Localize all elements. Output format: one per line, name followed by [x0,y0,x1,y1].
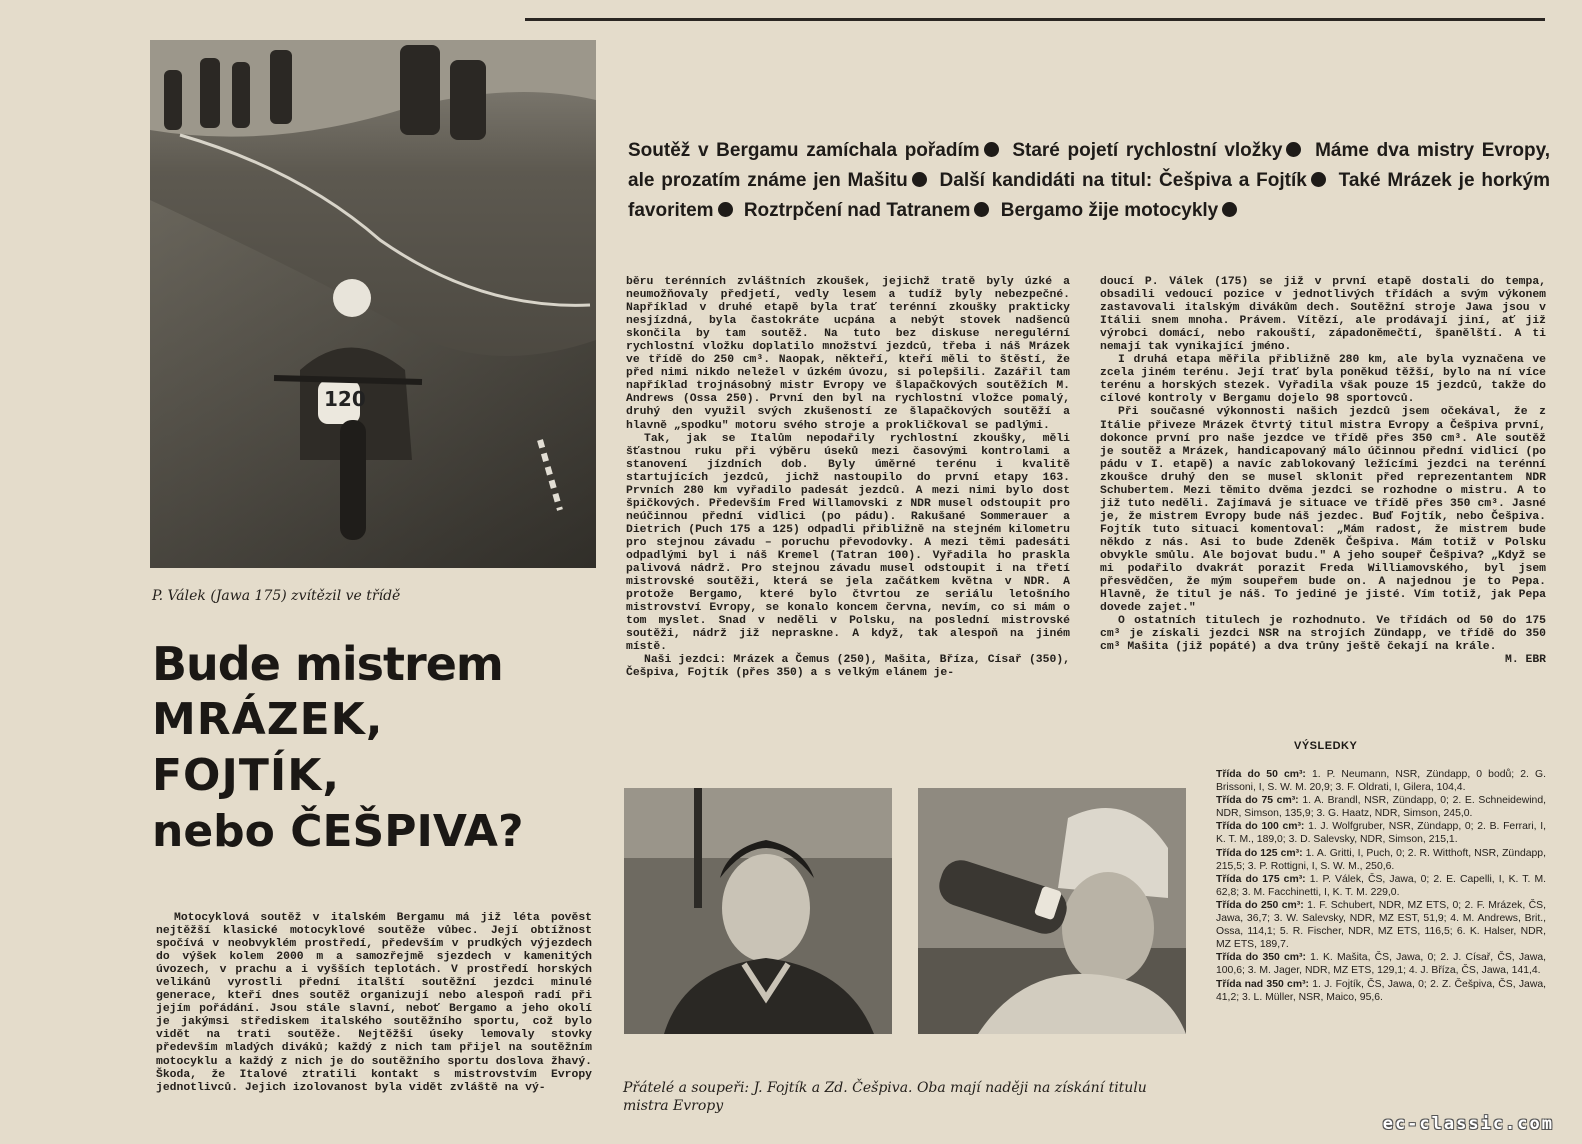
deck-item: Také Mrázek je horkým favoritem [628,170,1550,221]
portrait-caption: Přátelé a soupeři: J. Fojtík a Zd. Češpiva. Oba mají naději na získání titulu mistra Evropy [623,1080,1147,1114]
results-class-label: Třída do 75 cm³: [1216,795,1299,807]
bullet-icon [1311,172,1326,187]
watermark: ec-classic.com [1382,1114,1554,1134]
bullet-icon [1286,142,1301,157]
article-column-middle [626,276,1070,680]
top-rule [525,18,1545,21]
bullet-icon [974,202,989,217]
bullet-icon [912,172,927,187]
results-class-label: Třída do 125 cm³: [1216,847,1303,859]
results-class-text: 1. A. Brandl, NSR, Zündapp, 0; 2. E. Schneidewind, NDR, Simson, 135,9; 3. G. Haatz, NDR, Simson, 245,0. [1216,795,1546,820]
bullet-icon [718,202,733,217]
paragraph: Naši jezdci: Mrázek a Čemus (250), Mašita, Bříza, Císař (350), Češpiva, Fojtík (přes 350) a s velkým elánem je- [626,654,1070,680]
portrait-photo-cespiva [918,788,1186,1034]
deck-item: Staré pojetí rychlostní vložky [1012,140,1283,161]
results-class-label: Třída do 100 cm³: [1216,821,1305,833]
results-class-label: Třída do 175 cm³: [1216,873,1306,885]
paragraph: doucí P. Válek (175) se již v první etapě dostali do tempa, obsadili vedoucí pozice v jednotlivých třídách a svým výkonem zastavovali italským divákům dech. Soutěžní stroje Jawa jsou v Itálii snem mnoha. Právem. Vítězí, ale prodávají jiní, ať již výrobci domácí, nebo rakouští, západoněmečtí, španělští. A ti nemají tak vynikající jméno. [1100,276,1546,354]
deck-item: Roztrpčení nad Tatranem [743,200,971,221]
bullet-icon [1222,202,1237,217]
headline-line-2: MRÁZEK, [152,694,384,745]
main-photo-caption: P. Válek (Jawa 175) zvítězil ve třídě [152,588,401,604]
article-column-left [156,912,592,1095]
paragraph: Při současné výkonnosti našich jezdců jsem očekával, že z Itálie přiveze Mrázek čtvrtý titul mistra Evropy a Češpiva první, dokonce první pro naše jezdce ve třídě přes 350 cm³. Ale soutěž je soutěž a Mrázek, handicapovaný málo účinnou přední vidlicí (po pádu v I. etapě) a navíc zablokovaný ležícími jezdci na terénní zkoušce druhý den se musel sklonit před reprezentantem NDR Schubertem. Mezi těmito dvěma jezdci se rozhodne o mistru. A to již tuto neděli. Zajímavá je situace ve třídě přes 350 cm³. Jasné je, že mistrem Evropy bude náš jezdec. Buď Fojtík, nebo Češpiva. Fojtík tuto situaci komentoval: „Mám radost, že mistrem bude někdo z nás. Asi to bude Zdeněk Češpiva. Mám totiž v Polsku obvykle smůlu. Ale bojovat budu." A jeho soupeř Češpiva? „Když se mi podařilo dvakrát porazit Freda Williamovského, byl jsem přesvědčen, že mým soupeřem bude on. A najednou je to Pepa. Hlavně, že titul je náš. To jediné je jisté. Vím totiž, jak Pepa dovede zajet." [1100,406,1546,615]
results-class-label: Třída do 50 cm³: [1216,769,1306,780]
results-class-text: 1. F. Schubert, NDR, MZ ETS, 0; 2. F. Mrázek, ČS, Jawa, 36,7; 3. W. Salevsky, NDR, MZ EST, 51,9; 4. M. Andrews, Brit., Ossa, 114,1; 5. R. Fischer, NDR, MZ ETS, 116,5; 6. K. Halser, NDR, MZ ETS, 189,7. [1216,899,1546,951]
deck-item: Soutěž v Bergamu zamíchala pořadím [628,140,980,161]
paragraph: O ostatních titulech je rozhodnuto. Ve třídách od 50 do 175 cm³ je získali jezdci NSR na strojích Zündapp, ve třídě do 350 cm³ Mašita (již popáté) a dva trůny ještě čekají na krále. [1100,615,1546,654]
results-class-text: 1. P. Válek, ČS, Jawa, 0; 2. E. Capelli, I, K. T. M. 62,8; 3. M. Facchinetti, I, K. T. M. 229,0. [1216,873,1546,898]
headline-line-4: nebo ČEŠPIVA? [152,806,524,857]
main-photo [150,40,596,568]
bike-number: 120 [324,387,366,411]
deck-item: Další kandidáti na titul: Češpiva a Fojtík [939,170,1307,191]
results-title: VÝSLEDKY [1294,740,1358,752]
results-class-text: 1. A. Gritti, I, Puch, 0; 2. R. Witthoft, NSR, Zündapp, 215,5; 3. P. Rottigni, I, S. W. M., 250,6. [1216,847,1546,872]
results-class-text: 1. K. Mašita, ČS, Jawa, 0; 2. J. Císař, ČS, Jawa, 100,6; 3. M. Jager, NDR, MZ ETS, 129,1; 4. J. Bříza, ČS, Jawa, 141,4. [1216,952,1546,977]
portrait-photo-fojtik [624,788,892,1034]
results-class-text: 1. P. Neumann, NSR, Zündapp, 0 bodů; 2. G. Brissoni, I, S. W. M. 20,9; 3. F. Oldrati, I, Gilera, 104,4. [1216,769,1547,794]
results-list [1216,768,1546,1004]
paragraph: běru terénních zvláštních zkoušek, jejichž tratě byly úzké a neumožňovaly předjetí, vedly lesem a tudíž byly nebezpečné. Například v druhé etapě byla trať terénní zkoušky prakticky nesjízdná, byla častokráte ucpána a nebýt stovek nadšenců skončila by tam soutěž. Na tuto bez diskuse neregulérní rychlostní vložku doplatilo množství jezdců, třeba i náš Mrázek ve třídě do 250 cm³. Naopak, někteří, kteří měli to štěstí, že před nimi nikdo neležel v úzkém úvozu, si polepšili. Zazářil tam například trojnásobný mistr Evropy ve šlapačkových soutěžích M. Andrews (Ossa 250). První den byl na rychlostní vložce pomalý, druhý den využil svých zkušeností ze šlapačkových soutěží a hlavně „spodku" motoru svého stroje a prokličkoval se padlými. [626,276,1070,432]
headline-line-1: Bude mistrem [152,637,503,691]
deck-item: Máme dva mistry Evropy, ale prozatím známe jen Mašitu [628,140,1551,191]
headline [152,636,602,860]
results-class-label: Třída do 350 cm³: [1216,952,1306,964]
author-signature: M. EBR [1504,654,1546,667]
results-class-text: 1. J. Fojtík, ČS, Jawa, 0; 2. Z. Češpiva, ČS, Jawa, 41,2; 3. L. Müller, NSR, Maico, 95,6. [1216,978,1546,1003]
article-column-right [1100,276,1546,667]
paragraph: Tak, jak se Italům nepodařily rychlostní zkoušky, měli šťastnou ruku při výběru úseků mezi časovými kontrolami a stanovení jízdních dob. Byly úměrné terénu i kvalitě startujících jezdců, jichž nastoupilo do první etapy 163. Prvních 280 km vyřadilo padesát jezdců. A mezi nimi bylo dost špičkových. Především Fred Willamovski z NDR musel odstoupit pro neúčinnou přední vidlici (po pádu). Rakušané Sommerauer a Dietrich (Puch 175 a 125) odpadli přibližně na stejném kilometru pro stejnou závadu – poruchu převodovky. A mezi těmi padesáti odpadlými byl i náš Kremel (Tatran 100). Vyřadila ho praskla palivová nádrž. Pro stejnou závadu musel odstoupit i na třetí mistrovské soutěži, která se jela začátkem května v NDR. A protože Bergamo, které bylo čtvrtou ze seriálu letošního mistrovství Evropy, se konalo koncem června, nevím, co si mám o tom myslet. Snad v neděli v Polsku, na poslední mistrovské soutěži, nádrž již nepraskne. A když, tak alespoň na jiném místě. [626,432,1070,654]
deck [628,136,1550,226]
headline-line-3: FOJTÍK, [152,750,341,801]
bullet-icon [984,142,999,157]
paragraph: I druhá etapa měřila přibližně 280 km, ale byla vyznačena ve zcela jiném terénu. Její trať byla poněkud těžší, bylo na ní více terénu a horských stezek. Vyřadila však pouze 15 jezdců, takže do cílové kontroly v Bergamu dojelo 98 sportovců. [1100,354,1546,406]
paragraph: Motocyklová soutěž v italském Bergamu má již léta pověst nejtěžší klasické motocyklové soutěže vůbec. Její obtížnost spočívá v neobvyklém prostředí, především v prudkých výjezdech do výšek kolem 2000 m a samozřejmě sjezdech v kamenitých úvozech, v prachu a i vyšších teplotách. V prostředí horských velikánů vyrostli přední italští soutěžní jezdci minulé generace, kteří dnes soutěž organizují nebo alespoň radí při jejím pořádání. Jsou stále slavní, neboť Bergamo a jeho okolí je jakýmsi střediskem italského soutěžního sportu, což bylo vidět na trati soutěže. Nejtěžší úseky lemovaly stovky především mladých diváků; každý z nich tam přijel na soutěžním motocyklu a každý z nich je do soutěžního sportu doslova žhavý. Škoda, že Italové ztratili kontakt s mistrovstvím Evropy jednotlivců. Jejich izolovanost byla vidět zvláště na vý- [156,912,592,1094]
results-class-text: 1. J. Wolfgruber, NSR, Zündapp, 0; 2. B. Ferrari, I, K. T. M., 189,0; 3. D. Salevsky, NDR, Simson, 215,1. [1216,821,1546,846]
deck-item: Bergamo žije motocykly [1000,200,1219,221]
results-class-label: Třída nad 350 cm³: [1216,978,1309,990]
results-class-label: Třída do 250 cm³: [1216,899,1304,911]
